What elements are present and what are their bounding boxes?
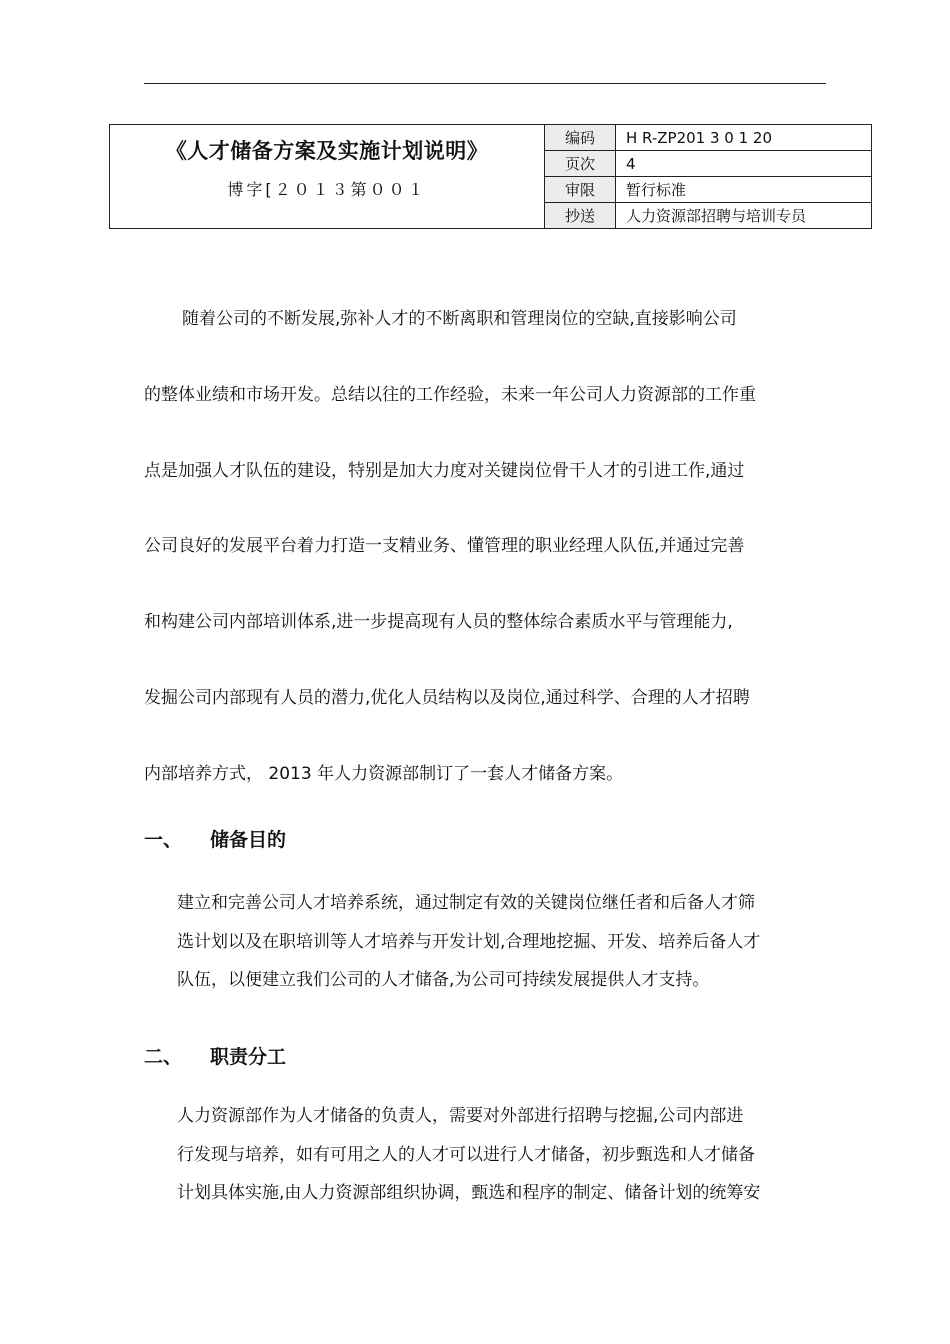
- intro-line: 的整体业绩和市场开发。总结以往的工作经验，未来一年公司人力资源部的工作重: [144, 384, 756, 405]
- intro-line: 发掘公司内部现有人员的潜力,优化人员结构以及岗位,通过科学、合理的人才招聘: [144, 687, 750, 708]
- section-body-purpose: [177, 884, 837, 1000]
- section-number: 一、: [144, 829, 183, 851]
- section-title: 职责分工: [210, 1046, 287, 1068]
- header-rule: [144, 83, 826, 84]
- meta-value-cc: 人力资源部招聘与培训专员: [616, 203, 872, 229]
- title-cell: [110, 125, 545, 229]
- intro-line: 点是加强人才队伍的建设，特别是加大力度对关键岗位骨干人才的引进工作,通过: [144, 460, 745, 481]
- section-body-responsibilities: [177, 1097, 837, 1213]
- intro-line: 内部培养方式， 2013 年人力资源部制订了一套人才储备方案。: [144, 763, 624, 784]
- section-line: 建立和完善公司人才培养系统，通过制定有效的关键岗位继任者和后备人才筛: [177, 893, 755, 913]
- section-title: 储备目的: [210, 829, 287, 851]
- document-header-table: [109, 124, 872, 229]
- intro-line: 和构建公司内部培训体系,进一步提高现有人员的整体综合素质水平与管理能力,: [144, 612, 733, 633]
- section-number: 二、: [144, 1046, 183, 1068]
- document-number: 博字[２０１３第００１: [227, 180, 427, 199]
- section-line: 队伍，以便建立我们公司的人才储备,为公司可持续发展提供人才支持。: [177, 970, 710, 990]
- section-line: 选计划以及在职培训等人才培养与开发计划,合理地挖掘、开发、培养后备人才: [177, 931, 761, 952]
- meta-key-review: 审限: [545, 177, 616, 203]
- intro-line: 公司良好的发展平台着力打造一支精业务、懂管理的职业经理人队伍,并通过完善: [144, 536, 745, 557]
- intro-line: 随着公司的不断发展,弥补人才的不断离职和管理岗位的空缺,直接影响公司: [182, 309, 737, 329]
- meta-key-page: 页次: [545, 151, 616, 177]
- meta-key-code: 编码: [545, 125, 616, 151]
- document-title: 《人才储备方案及实施计划说明》: [165, 139, 489, 163]
- meta-key-cc: 抄送: [545, 203, 616, 229]
- section-heading-responsibilities: [144, 1042, 286, 1069]
- section-line: 计划具体实施,由人力资源部组织协调，甄选和程序的制定、储备计划的统筹安: [177, 1183, 761, 1203]
- meta-value-code: H R-ZP201 3 0 1 20: [616, 125, 872, 151]
- meta-value-review: 暂行标准: [616, 177, 872, 203]
- section-line: 人力资源部作为人才储备的负责人，需要对外部进行招聘与挖掘,公司内部进: [177, 1106, 744, 1126]
- intro-paragraph: [144, 282, 834, 813]
- section-line: 行发现与培养，如有可用之人的人才可以进行人才储备，初步甄选和人才储备: [177, 1144, 755, 1165]
- meta-value-page: 4: [616, 151, 872, 177]
- section-heading-purpose: [144, 825, 286, 852]
